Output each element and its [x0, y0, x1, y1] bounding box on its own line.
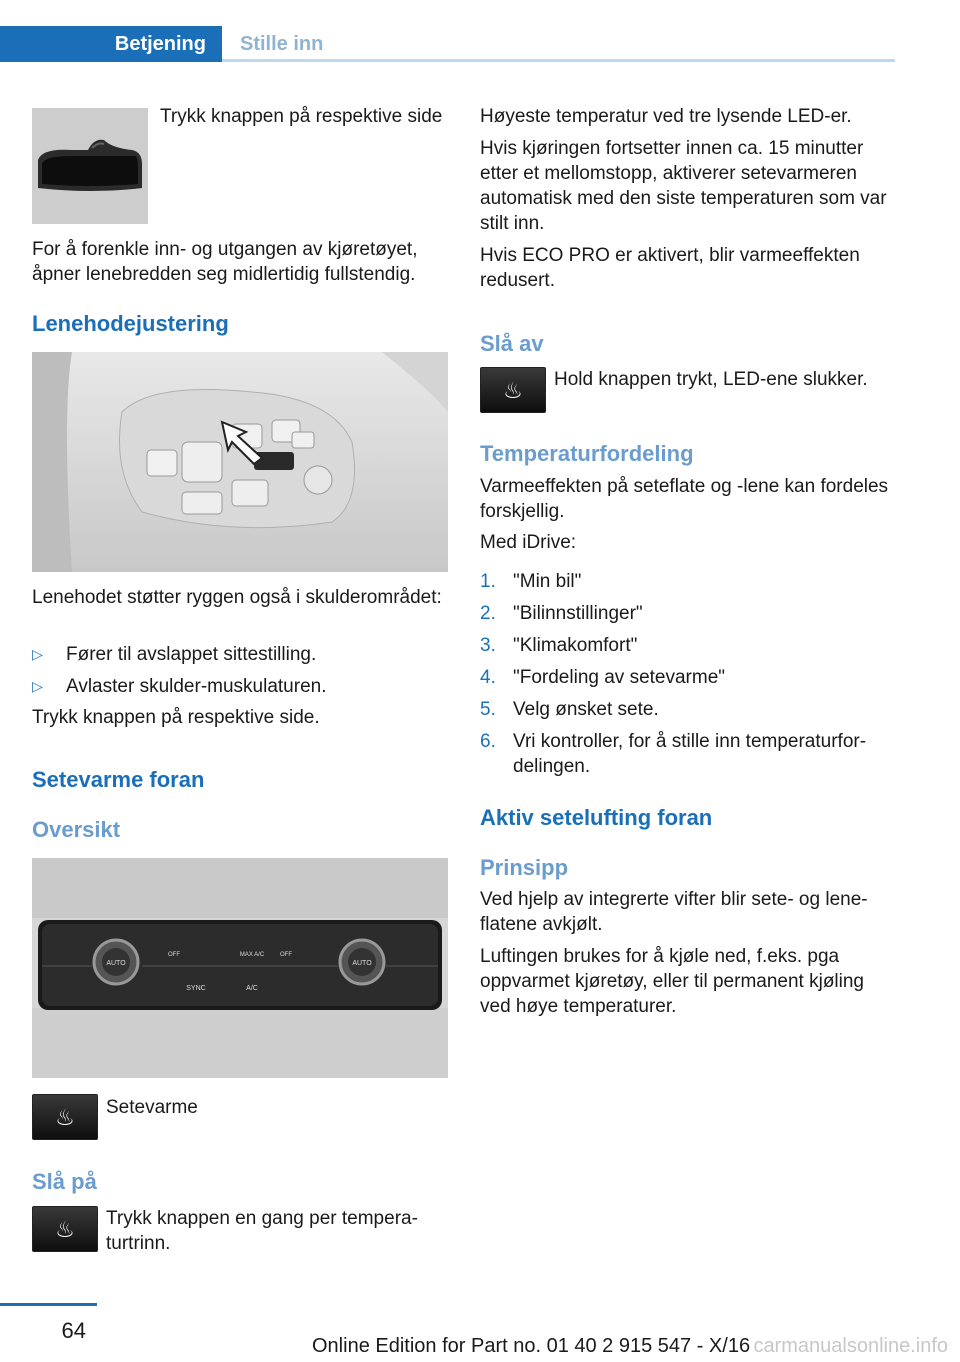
panel-sync-label: SYNC	[186, 985, 206, 992]
headrest-press-instruction: Trykk knappen på respektive side.	[32, 707, 320, 728]
list-item: 1. "Min bil"	[480, 571, 582, 592]
restart-paragraph: Hvis kjøringen fortsetter innen ca. 15 minutter etter et mellomstopp, aktiverer setevarmeren automatisk med den siste temperaturen som var stilt inn.	[480, 138, 887, 234]
seat-controls-photo	[32, 352, 448, 572]
principle-heading: Prinsipp	[480, 855, 569, 880]
panel-ac-label: A/C	[246, 985, 258, 992]
panel-auto-left-label: AUTO	[106, 960, 126, 967]
footer-rule	[0, 1303, 97, 1306]
seat-heating-icon: ♨	[480, 367, 546, 413]
list-item: 3. "Klimakomfort"	[480, 635, 638, 656]
turn-off-heading: Slå av	[480, 331, 544, 356]
page-number: 64	[61, 1318, 86, 1343]
edition-text: Online Edition for Part no. 01 40 2 915 547 - X/16	[312, 1335, 751, 1357]
seat-heating-icon: ♨	[32, 1094, 98, 1140]
list-item: ▷ Avlaster skulder-muskulaturen.	[32, 676, 327, 697]
turn-off-paragraph: Hold knappen trykt, LED-ene slukker.	[554, 369, 868, 390]
list-item: 4. "Fordeling av setevarme"	[480, 667, 726, 688]
seat-heating-icon: ♨	[32, 1206, 98, 1252]
tab-stille-inn[interactable]: Stille inn	[240, 33, 324, 55]
header-tabs	[0, 26, 895, 62]
list-item: ▷ Fører til avslappet sittestilling.	[32, 644, 317, 665]
idrive-label: Med iDrive:	[480, 532, 577, 553]
headrest-heading: Lenehodejustering	[32, 311, 229, 336]
tab-betjening[interactable]: Betjening	[0, 26, 222, 62]
climate-panel-photo	[32, 858, 448, 1078]
armrest-button-photo	[32, 108, 148, 224]
headrest-bullet-list	[32, 642, 450, 706]
tempdist-paragraph: Varmeeffekten på seteflate og -lene kan fordeles forskjellig.	[480, 476, 889, 522]
panel-max-ac-label: MAX A/C	[239, 952, 265, 958]
headrest-paragraph: Lenehodet støtter ryggen også i skulderområdet:	[32, 587, 442, 608]
panel-off-left-label: OFF	[168, 952, 180, 958]
turn-on-heading: Slå på	[32, 1169, 97, 1194]
panel-off-right-label: OFF	[280, 952, 292, 958]
intro-caption: Trykk knappen på respektive side	[160, 106, 443, 127]
seatheat-heading: Setevarme foran	[32, 767, 205, 792]
list-item: 5. Velg ønsket sete.	[480, 699, 659, 720]
intro-paragraph: For å forenkle inn- og utgangen av kjøretøyet, åpner lenebredden seg midlertidig fullstendig.	[32, 239, 418, 285]
panel-auto-right-label: AUTO	[352, 960, 372, 967]
watermark: carmanualsonline.info	[753, 1335, 948, 1357]
eco-pro-paragraph: Hvis ECO PRO er aktivert, blir varmeeffekten redusert.	[480, 245, 860, 291]
triangle-bullet-icon: ▷	[32, 646, 43, 662]
vent-heading: Aktiv setelufting foran	[480, 805, 713, 830]
principle-paragraph-2: Luftingen brukes for å kjøle ned, f.eks. pga oppvarmet kjøretøy, eller til permanent kjøling ved høye temperaturer.	[480, 946, 864, 1017]
triangle-bullet-icon: ▷	[32, 678, 43, 694]
turn-on-paragraph: Trykk knappen en gang per temperaturtrinn.	[106, 1208, 418, 1254]
tempdist-heading: Temperaturfordeling	[480, 441, 694, 466]
idrive-steps-list	[480, 569, 896, 786]
overview-heading: Oversikt	[32, 817, 121, 842]
list-item: 6. Vri kontroller, for å stille inn temperaturfordelingen.	[480, 731, 867, 777]
list-item: 2. "Bilinnstillinger"	[480, 603, 643, 624]
principle-paragraph-1: Ved hjelp av integrerte vifter blir sete- og leneflatene avkjølt.	[480, 889, 868, 935]
seatheat-label: Setevarme	[106, 1097, 198, 1118]
max-temp-paragraph: Høyeste temperatur ved tre lysende LED-er.	[480, 106, 852, 127]
